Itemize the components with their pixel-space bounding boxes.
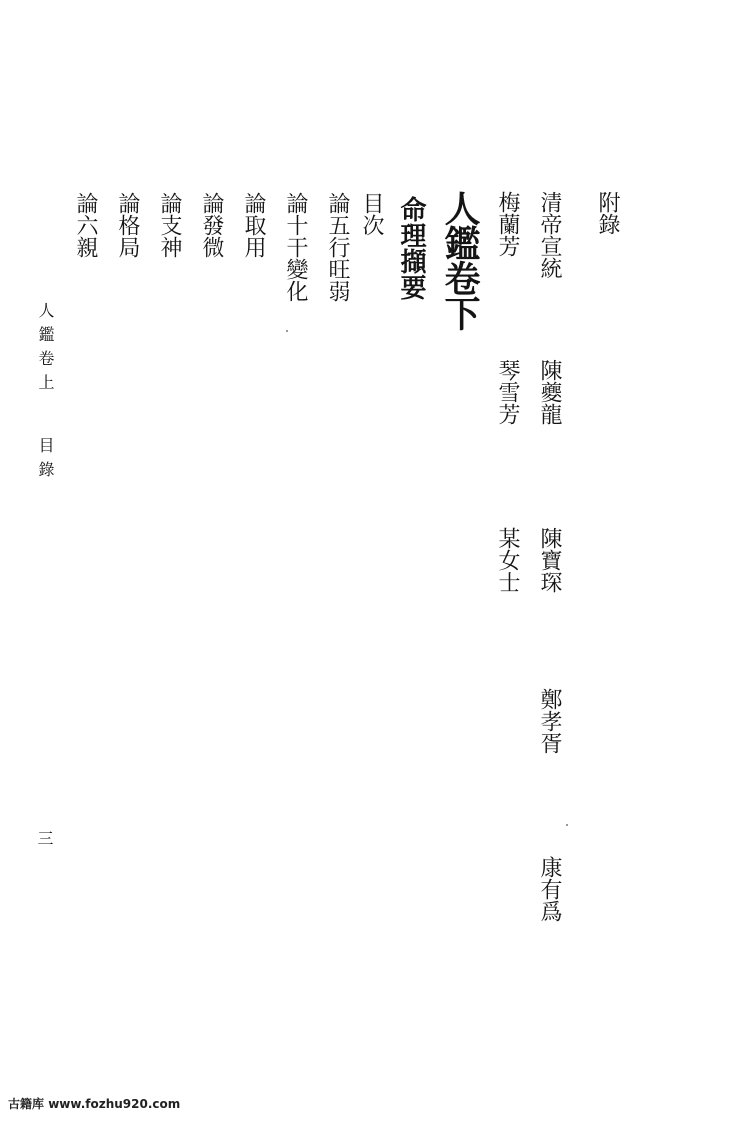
- footer-site-name: 古籍库: [8, 1097, 45, 1111]
- author-kang-youwei: 康有爲: [537, 856, 562, 922]
- margin-book-title: 人鑑卷上: [36, 302, 55, 398]
- qin-xuefang: 琴雪芳: [495, 359, 520, 425]
- contents-label: 目次: [359, 192, 384, 236]
- chapter-branches: 論支神: [157, 192, 182, 258]
- author-chen-baoshen: 陳寶琛: [537, 527, 562, 593]
- chapter-patterns: 論格局: [115, 192, 140, 258]
- margin-page-number: 三: [35, 830, 54, 846]
- subtitle: 命理擷要: [396, 196, 426, 300]
- scan-speck: [566, 824, 568, 826]
- chapter-kinship: 論六親: [73, 192, 98, 258]
- chapter-subtleties: 論發微: [199, 192, 224, 258]
- chapter-five-elements: 論五行旺弱: [325, 192, 350, 302]
- footer-watermark: [8, 1095, 180, 1112]
- chapter-selection: 論取用: [241, 192, 266, 258]
- author-zheng-xiaoxu: 鄭孝胥: [537, 688, 562, 754]
- footer-url: www.fozhu920.com: [48, 1097, 181, 1111]
- margin-section: 目錄: [36, 437, 55, 485]
- chapter-ten-stems: 論十干變化: [283, 192, 308, 302]
- volume-title: 人鑑卷下: [439, 190, 481, 330]
- scan-speck: [286, 330, 288, 332]
- mei-lanfang: 梅蘭芳: [495, 191, 520, 257]
- appendix-title: 附錄: [595, 191, 620, 235]
- anonymous-woman: 某女士: [495, 527, 520, 593]
- author-chen-kuilong: 陳夔龍: [537, 359, 562, 425]
- emperor-name: 清帝宣統: [537, 191, 562, 279]
